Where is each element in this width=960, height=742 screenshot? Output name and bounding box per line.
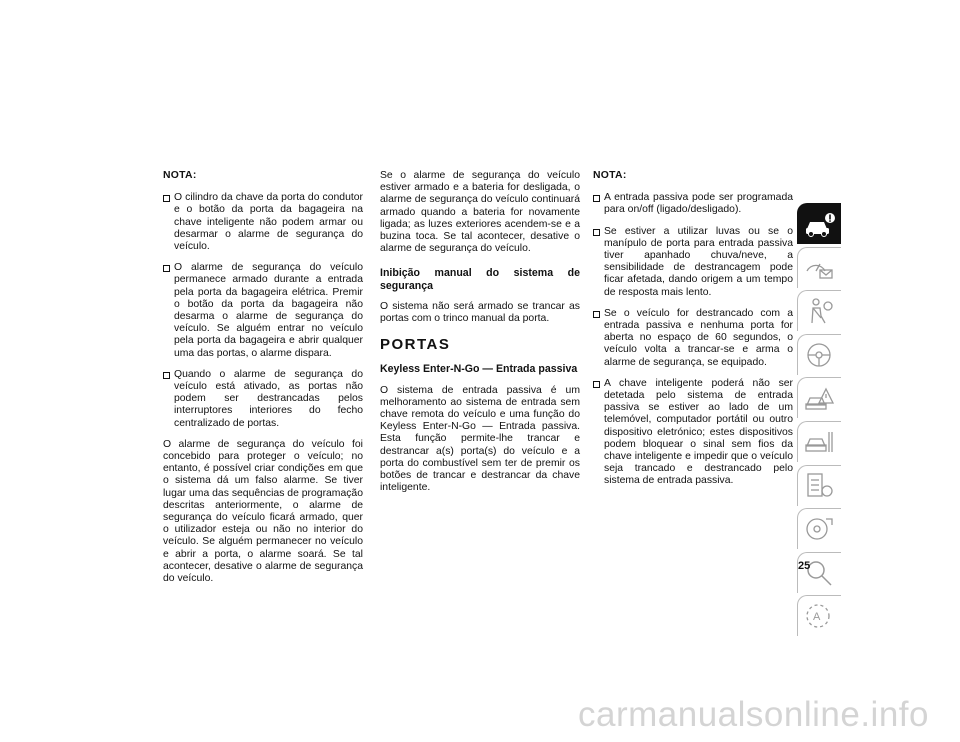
tab-search-index[interactable] [797,552,841,593]
column-2 [380,170,580,503]
body-paragraph: O alarme de segurança do veículo foi concebido para proteger o veículo; no entanto, é possível criar condições em que o sistema dá um falso alarme. Se tiver lugar uma das sequências de programação descritas anteriormente, o alarme de segurança do veículo ficará armado, quer o utilizador esteja ou não no interior do veículo. Se alguém permanecer no veículo e abrir a porta, o alarme soará. Se tal acontecer, desative o alarme de segurança do veículo. [163,438,363,585]
note-list [163,192,363,430]
body-paragraph: O sistema de entrada passiva é um melhoramento ao sistema de entrada sem chave remota do veículo e uma função do Keyless Enter-N-Go — Entrada passiva. Esta função permite-lhe trancar e destrancar a(s) porta(s) do veículo e a porta do combustível sem ter de premir os botões de trancar e destrancar da chave inteligente. [380,384,580,494]
tab-dashboard-message[interactable] [797,247,841,288]
bullet-box-icon [163,372,170,379]
dashboard-message-icon [804,253,836,283]
note-list [593,192,793,487]
section-heading: PORTAS [380,336,451,354]
note-label: NOTA: [593,170,627,181]
chapter-tabs [797,203,841,639]
note-label: NOTA: [163,170,197,181]
list-item: O alarme de segurança do veículo permanece armado durante a entrada pela porta da bagageira elétrica. Premir o botão da porta da bagageira não desarma o alarme de segurança do veículo. Se alguém entrar no veículo pela porta da bagageira e abrir qualquer uma das portas, o alarme dispara. [163,262,363,360]
bullet-box-icon [593,229,600,236]
list-item: Quando o alarme de segurança do veículo está ativado, as portas não podem ser destrancadas pelos interruptores interiores do fecho centralizado de portas. [163,369,363,430]
bullet-box-icon [163,265,170,272]
watermark: carmanualsonline.info [578,695,929,734]
tab-language[interactable] [797,595,841,636]
subheading: Inibição manual do sistema de segurança [380,267,580,292]
list-item: Se o veículo for destrancado com a entrada passiva e nenhuma porta for aberta no espaço de 60 segundos, o veículo volta a trancar-se e arma o alarme de segurança, se equipado. [593,308,793,369]
list-item: Se estiver a utilizar luvas ou se o manípulo de porta para entrada passiva tiver apanhado chuva/neve, a sensibilidade de destrancagem pode ficar afetada, dando origem a um tempo de resposta mais lento. [593,226,793,299]
multimedia-icon [804,514,836,544]
bullet-box-icon [163,195,170,202]
steering-wheel-icon [804,340,836,370]
bullet-box-icon [593,381,600,388]
subheading: Keyless Enter-N-Go — Entrada passiva [380,363,578,376]
column-3 [593,170,793,497]
specifications-list-icon [804,471,836,501]
tab-car-service[interactable] [797,421,841,462]
warning-triangle-car-icon [804,383,836,413]
car-info-icon [804,209,836,239]
language-icon [804,601,836,631]
tab-multimedia[interactable] [797,508,841,549]
tab-specifications[interactable] [797,465,841,506]
page-number: 25 [798,560,811,572]
bullet-box-icon [593,311,600,318]
column-1 [163,170,363,594]
body-paragraph: O sistema não será armado se trancar as portas com o trinco manual da porta. [380,300,580,325]
car-service-tools-icon [804,427,836,457]
tab-car-info[interactable] [797,203,841,244]
list-item: O cilindro da chave da porta do condutor e o botão da porta da bagageira na chave inteligente não podem armar ou desarmar o alarme de segurança do veículo. [163,192,363,253]
bullet-box-icon [593,195,600,202]
list-item: A entrada passiva pode ser programada para on/off (ligado/desligado). [593,192,793,216]
body-paragraph: Se o alarme de segurança do veículo estiver armado e a bateria for desligada, o alarme de segurança do veículo continuará armado quando a bateria for novamente ligada; as luzes exteriores acendem-se e a buzina toca. Se tal acontecer, desative o alarme de segurança do veículo. [380,170,580,255]
tab-steering-wheel[interactable] [797,334,841,375]
svg-text:A: A [813,611,821,624]
seatbelt-airbag-icon [804,296,836,326]
tab-warning[interactable] [797,377,841,418]
list-item: A chave inteligente poderá não ser detetada pelo sistema de entrada passiva se estiver ao lado de um telemóvel, computador portátil ou outro dispositivo eletrónico; estes dispositivos podem bloquear o sinal sem fios da chave inteligente e impedir que o veículo seja trancado e destrancado pelo sistema de entrada passiva. [593,378,793,488]
tab-seatbelt-airbag[interactable] [797,290,841,331]
